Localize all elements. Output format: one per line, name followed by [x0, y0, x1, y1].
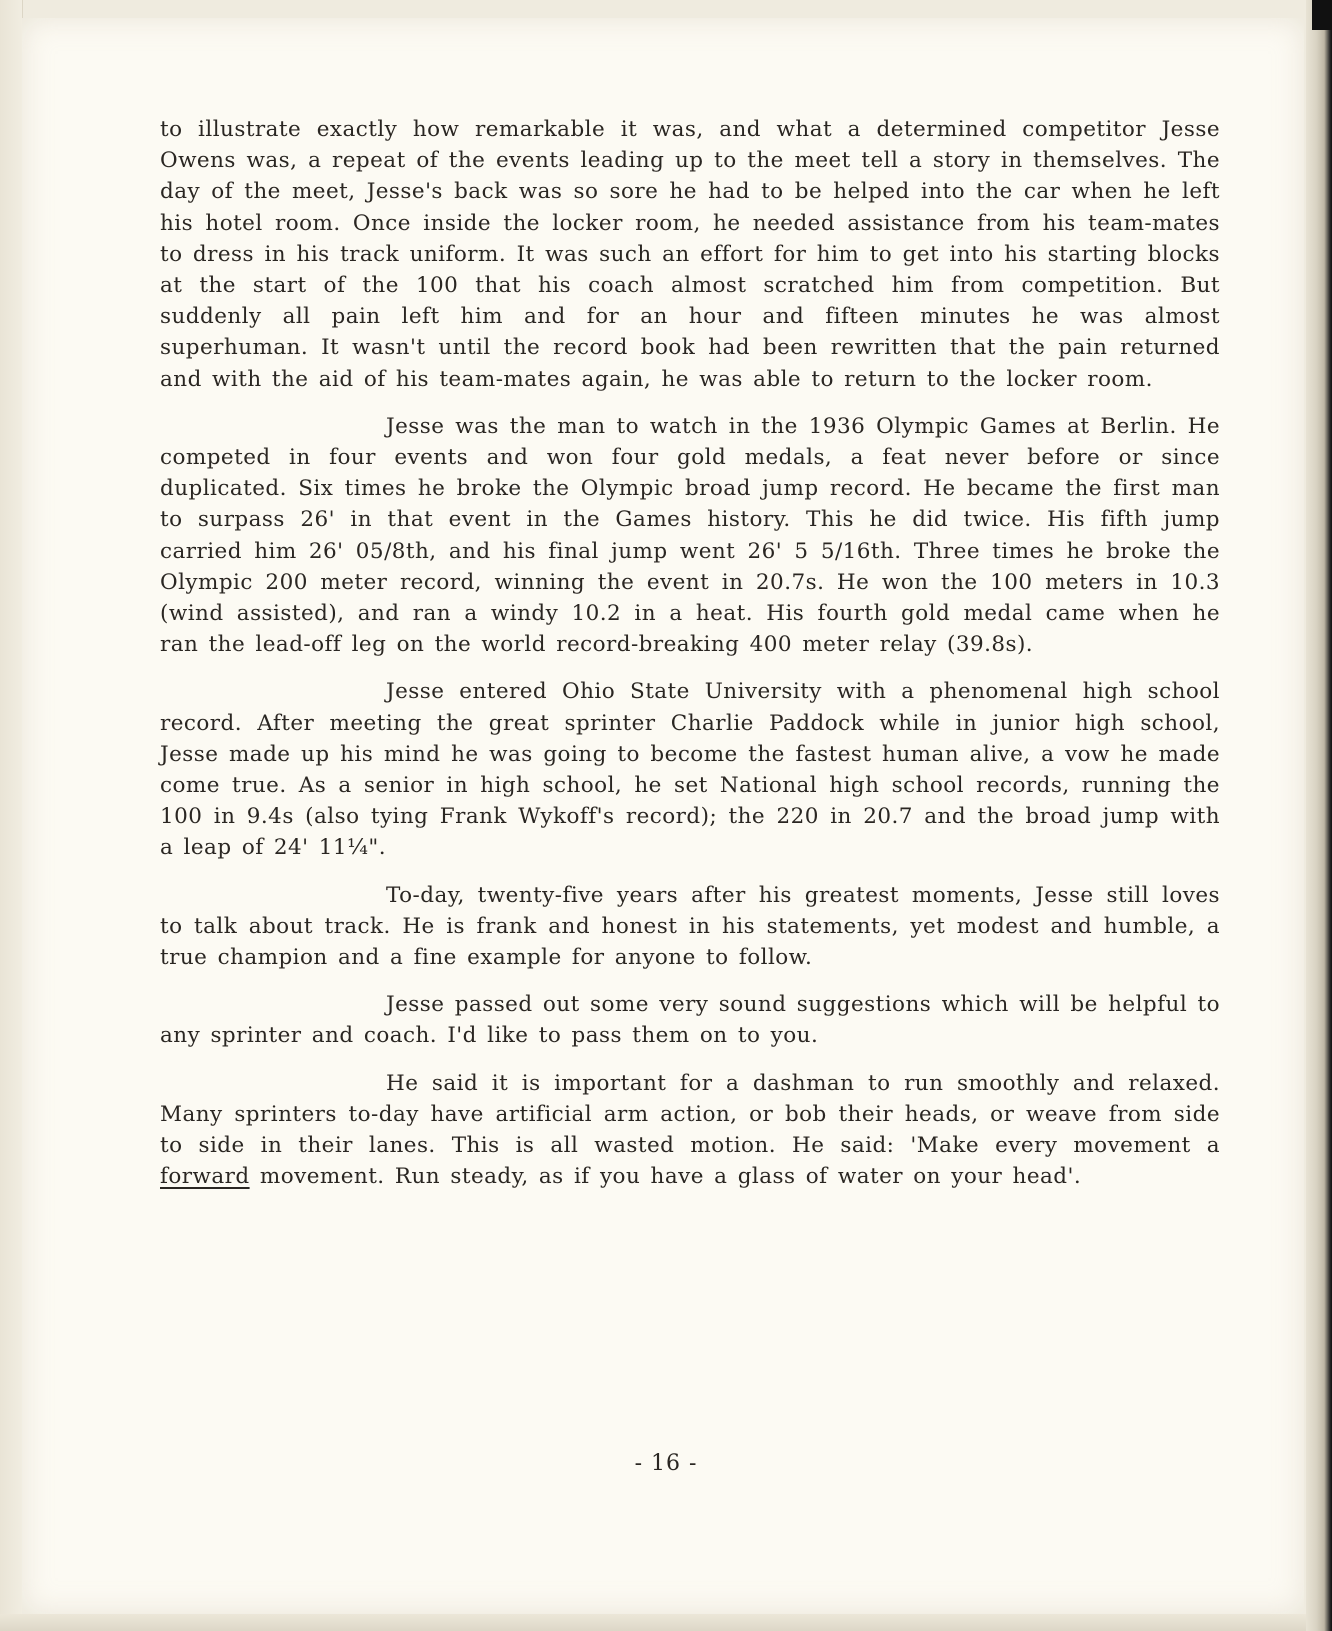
page-left-edge [0, 0, 23, 1631]
page-number: - 16 - [634, 1451, 698, 1476]
underlined-word: forward [160, 1164, 250, 1190]
paragraph-6-end: movement. Run steady, as if you have a glass of water on your head'. [259, 1164, 1082, 1190]
scanner-corner-shadow [1312, 0, 1332, 30]
paragraph-6-start: He said it is important for a dashman to run smoothly and relaxed. Many sprinters to-day have artificial arm action, or bob their heads, or weave from side to side in their lanes. This is all wasted motion. He said: 'Make every movement a [160, 1070, 1220, 1159]
paragraph-3: Jesse entered Ohio State University with a phenomenal high school record. After meeting the great sprinter Charlie Paddock while in junior high school, Jesse made up his mind he was going to become the fastest human alive, a vow he made come true. As a senior in high school, he set National high school records, running the 100 in 9.4s (also tying Frank Wykoff's record); the 220 in 20.7 and the broad jump with a leap of 24' 11¼". [160, 679, 1220, 861]
page-right-edge [1306, 0, 1332, 1631]
page-bottom-edge [0, 1614, 1332, 1631]
paragraph-2: Jesse was the man to watch in the 1936 Olympic Games at Berlin. He competed in four events and won four gold medals, a feat never before or since duplicated. Six times he broke the Olympic broad jump record. He became the first man to surpass 26' in that event in the Games history. This he did twice. His fifth jump carried him 26' 05/8th, and his final jump went 26' 5 5/16th. Three times he broke the Olympic 200 meter record, winning the event in 20.7s. He won the 100 meters in 10.3 (wind assisted), and ran a windy 10.2 in a heat. His fourth gold medal came when he ran the lead-off leg on the world record-breaking 400 meter relay (39.8s). [160, 413, 1220, 658]
paragraph-4: To-day, twenty-five years after his greatest moments, Jesse still loves to talk about track. He is frank and honest in his statements, yet modest and humble, a true champion and a fine example for anyone to follow. [160, 882, 1220, 971]
paragraph-5: Jesse passed out some very sound suggestions which will be helpful to any sprinter and coach. I'd like to pass them on to you. [160, 992, 1220, 1049]
body-text [160, 114, 1220, 1209]
paragraph-6 [160, 1068, 1220, 1193]
paragraph-1: to illustrate exactly how remarkable it was, and what a determined competitor Jesse Owens was, a repeat of the events leading up to the meet tell a story in themselves. The day of the meet, Jesse's back was so sore he had to be helped into the car when he left his hotel room. Once inside the locker room, he needed assistance from his team-mates to dress in his track uniform. It was such an effort for him to get into his starting blocks at the start of the 100 that his coach almost scratched him from competition. But suddenly all pain left him and for an hour and fifteen minutes he was almost superhuman. It wasn't until the record book had been rewritten that the pain returned and with the aid of his team-mates again, he was able to return to the locker room. [160, 117, 1220, 392]
